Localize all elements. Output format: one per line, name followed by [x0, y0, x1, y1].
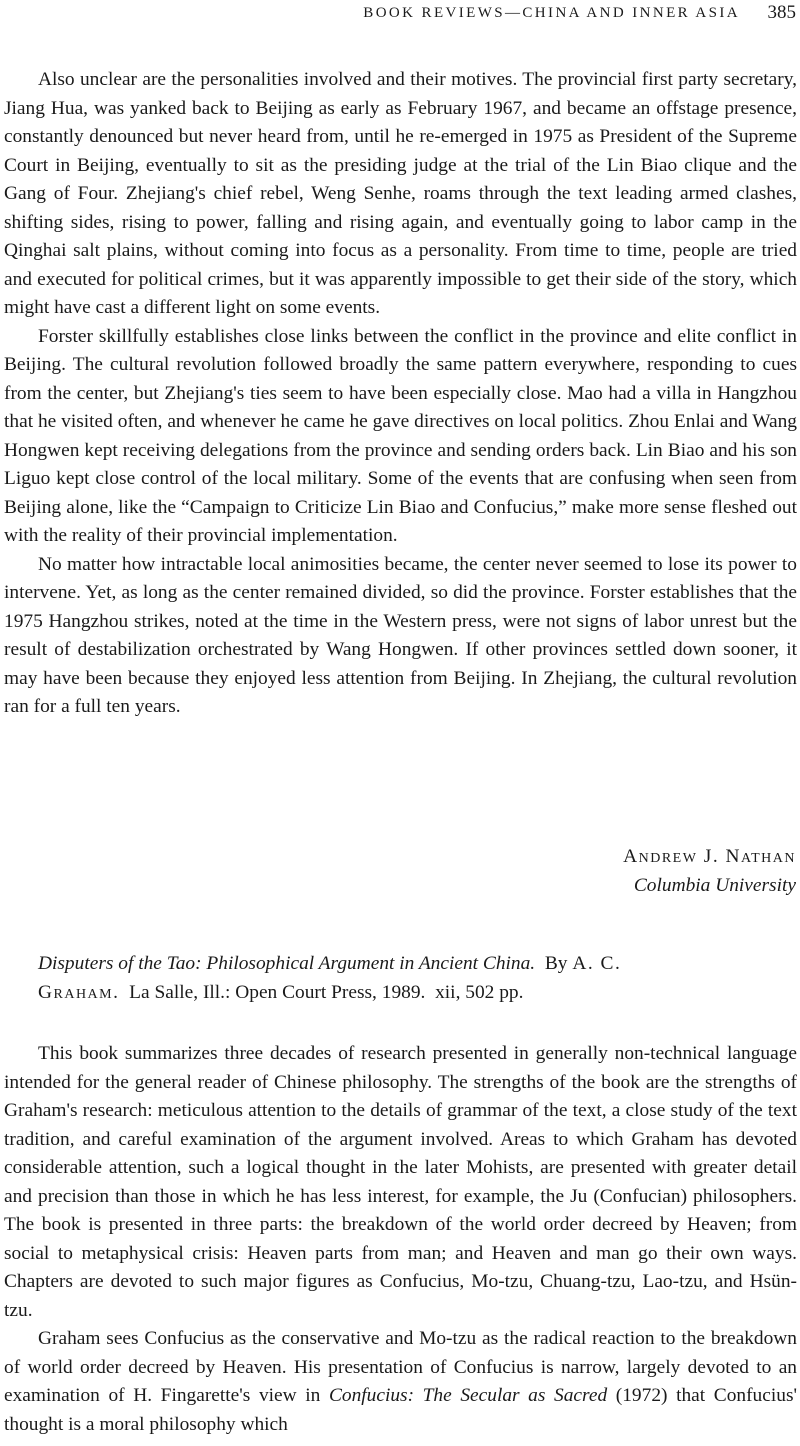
cited-book-title: Confucius: The Secular as Sacred — [328, 1385, 608, 1406]
reviewer-name: Andrew J. Nathan — [623, 846, 796, 867]
reviewer-signature — [623, 843, 796, 900]
book-title: Disputers of the Tao: Philosophical Argument in Ancient China. — [38, 953, 536, 974]
book-publisher: La Salle, Ill.: Open Court Press, 1989. — [129, 982, 426, 1003]
paragraph-text: (1972) that Confucius' thought is a moral philosophy which — [4, 1385, 797, 1435]
page-number: 385 — [767, 2, 796, 23]
review-nathan-body — [4, 66, 797, 722]
citation-line-1 — [38, 949, 778, 978]
citation-line-2 — [38, 978, 778, 1007]
paragraph-text: Graham sees Confucius as the conservative and Mo-tzu as the radical reaction to the breakdown of world order decreed by Heaven. His presentation of Confucius is narrow, largely devoted to an examination of H. Fingarette's view in — [4, 1328, 797, 1406]
book-pages: xii, 502 pp. — [435, 982, 524, 1003]
reviewer-affiliation: Columbia University — [633, 874, 796, 896]
paragraph: Forster skillfully establishes close links between the conflict in the province and elite conflict in Beijing. The cultural revolution followed broadly the same pattern everywhere, responding to cues from the center, but Zhejiang's ties seem to have been especially close. Mao had a villa in Hangzhou that he visited often, and whenever he came he gave directives on local politics. Zhou Enlai and Wang Hongwen kept receiving delegations from the province and sending orders back. Lin Biao and his son Liguo kept close control of the local military. Some of the events that are confusing when seen from Beijing alone, like the “Campaign to Criticize Lin Biao and Confucius,” make more sense fleshed out with the reality of their provincial implementation. — [4, 325, 797, 546]
book-by: By — [544, 953, 568, 974]
running-head — [0, 2, 800, 30]
paragraph: This book summarizes three decades of research presented in generally non-technical language intended for the general reader of Chinese philosophy. The strengths of the book are the strengths of Graham's research: meticulous attention to the details of grammar of the text, a close study of the text tradition, and careful examination of the argument involved. Areas to which Graham has devoted considerable attention, such a logical thought in the later Mohists, are presented with greater detail and precision than those in which he has less interest, for example, the Ju (Confucian) philosophers. The book is presented in three parts: the breakdown of the world order decreed by Heaven; from social to metaphysical crisis: Heaven parts from man; and Heaven and man go their own ways. Chapters are devoted to such major figures as Confucius, Mo-tzu, Chuang-tzu, Lao-tzu, and Hsün-tzu. — [4, 1043, 797, 1321]
paragraph — [4, 1325, 797, 1439]
paragraph: Also unclear are the personalities involved and their motives. The provincial first party secretary, Jiang Hua, was yanked back to Beijing as early as February 1967, and became an offstage presence, constantly denounced but never heard from, until he re-emerged in 1975 as President of the Supreme Court in Beijing, eventually to sit as the presiding judge at the trial of the Lin Biao clique and the Gang of Four. Zhejiang's chief rebel, Weng Senhe, roams through the text leading armed clashes, shifting sides, rising to power, falling and rising again, and eventually going to labor camp in the Qinghai salt plains, without coming into focus as a personality. From time to time, people are tried and executed for political crimes, but it was apparently impossible to get their side of the story, which might have cast a different light on some events. — [4, 69, 797, 318]
paragraph: No matter how intractable local animosities became, the center never seemed to lose its power to intervene. Yet, as long as the center remained divided, so did the province. Forster establishes that the 1975 Hangzhou strikes, noted at the time in the Western press, were not signs of labor unrest but the result of destabilization orchestrated by Wang Hongwen. If other provinces settled down sooner, it may have been because they enjoyed less attention from Beijing. In Zhejiang, the cultural revolution ran for a full ten years. — [4, 553, 797, 717]
review-graham-body — [4, 1040, 797, 1439]
running-title: BOOK REVIEWS—CHINA AND INNER ASIA — [363, 5, 740, 21]
book-citation — [38, 949, 778, 1007]
book-author-first: A. C. — [572, 953, 622, 974]
book-author-last: Graham. — [38, 982, 120, 1003]
